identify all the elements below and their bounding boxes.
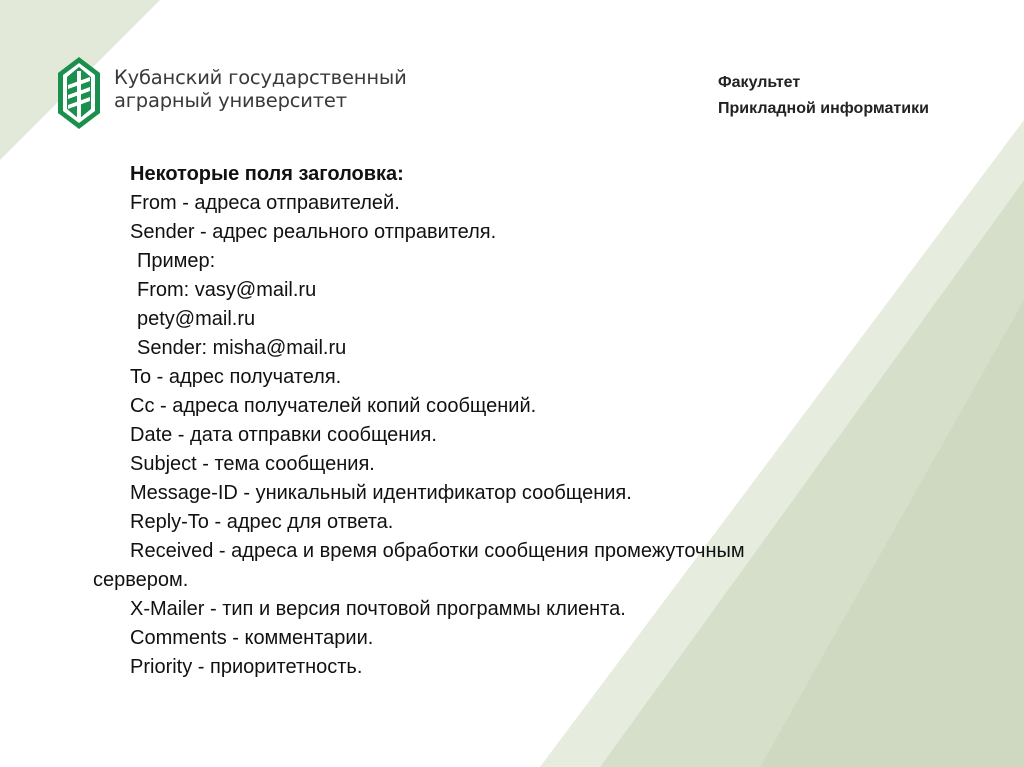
faculty-name-line2: Прикладной информатики [718,100,929,117]
header-field-comments: Comments - комментарии. [130,627,374,649]
university-name-line2: аграрный университет [114,89,347,112]
header-field-from: From - адреса отправителей. [130,192,400,214]
header-field-received: Received - адреса и время обработки сообщения промежуточным [130,540,745,562]
header-field-received-continued: сервером. [93,569,189,591]
example-label: Пример: [137,250,216,272]
header-field-priority: Priority - приоритетность. [130,656,363,678]
university-name [114,66,407,112]
faculty-name-line1: Факультет [718,74,801,91]
header-field-subject: Subject - тема сообщения. [130,453,375,475]
example-from-second: pety@mail.ru [137,308,256,330]
header-field-date: Date - дата отправки сообщения. [130,424,437,446]
university-logo-icon [58,57,100,129]
header-field-message-id: Message-ID - уникальный идентификатор сообщения. [130,482,632,504]
faculty-name [718,70,929,122]
example-sender: Sender: misha@mail.ru [137,337,347,359]
header-field-to: To - адрес получателя. [130,366,342,388]
header-field-reply-to: Reply-To - адрес для ответа. [130,511,394,533]
header-field-sender: Sender - адрес реального отправителя. [130,221,497,243]
header-field-cc: Cc - адреса получателей копий сообщений. [130,395,537,417]
slide-heading: Некоторые поля заголовка: [130,163,404,185]
example-from: From: vasy@mail.ru [137,279,317,301]
university-name-line1: Кубанский государственный [114,66,407,89]
slide-content [0,160,1024,682]
header-field-x-mailer: X-Mailer - тип и версия почтовой программы клиента. [130,598,626,620]
